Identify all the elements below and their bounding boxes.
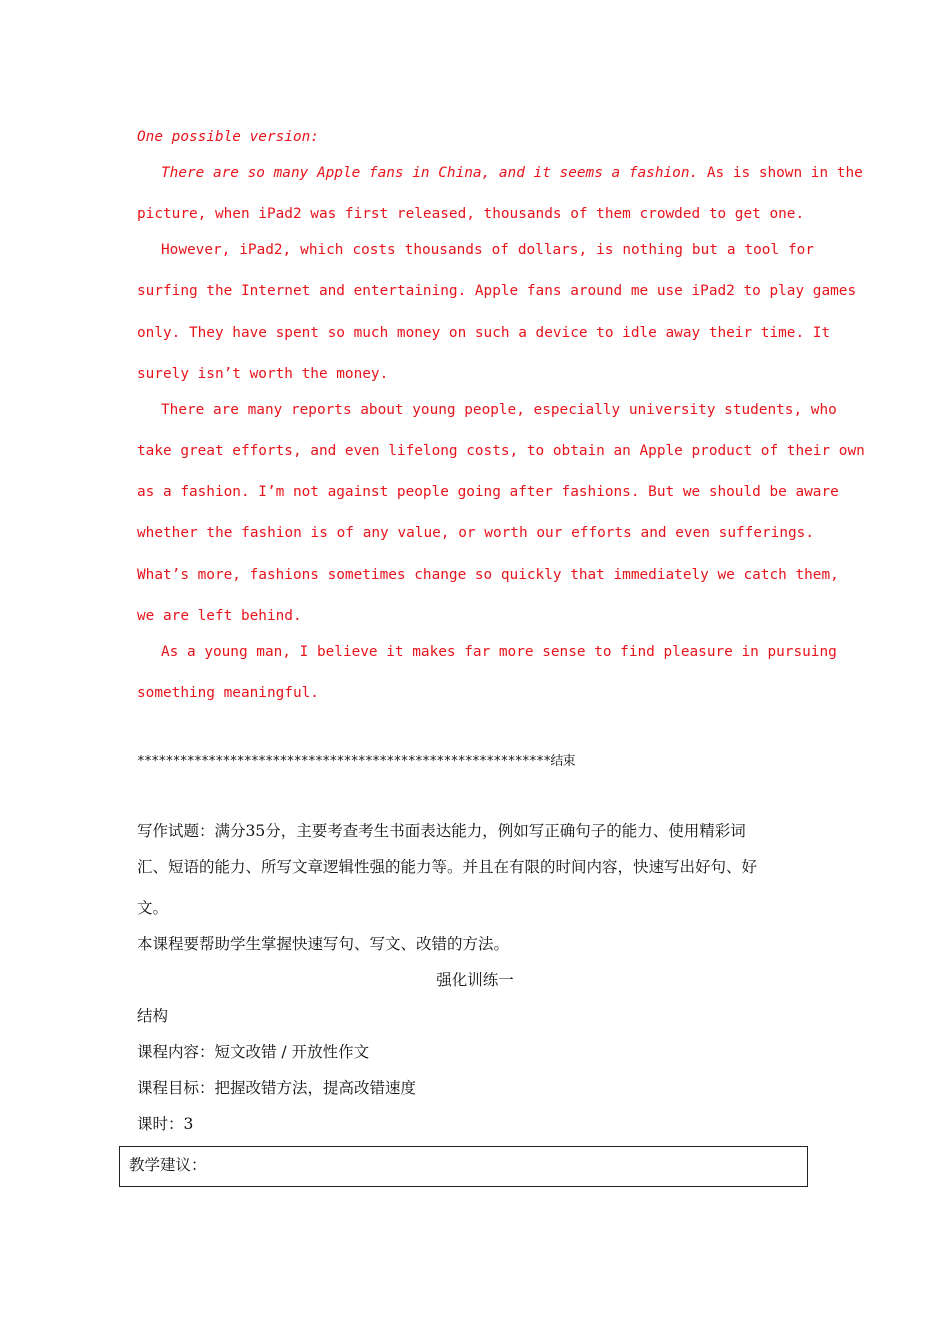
essay-line-6: surely isn’t worth the money. bbox=[137, 366, 389, 382]
course-content: 课程内容：短文改错 / 开放性作文 bbox=[137, 1043, 370, 1061]
essay-line-14: something meaningful. bbox=[137, 685, 319, 701]
essay-heading: One possible version: bbox=[137, 129, 319, 145]
essay-line-1 bbox=[161, 163, 863, 183]
section-title: 强化训练一 bbox=[436, 971, 514, 989]
essay-line-2: picture, when iPad2 was first released, thousands of them crowded to get one. bbox=[137, 206, 805, 222]
teaching-suggestion-box bbox=[119, 1146, 808, 1187]
essay-line-12: we are left behind. bbox=[137, 608, 302, 624]
essay-line-11: What’s more, fashions sometimes change so quickly that immediately we catch them, bbox=[137, 567, 839, 583]
essay-line-1-rest: As is shown in the bbox=[698, 165, 863, 181]
essay-line-8: take great efforts, and even lifelong costs, to obtain an Apple product of their own bbox=[137, 443, 865, 459]
essay-line-3: However, iPad2, which costs thousands of dollars, is nothing but a tool for bbox=[161, 242, 814, 258]
intro-line-3: 文。 bbox=[137, 899, 169, 917]
essay-italic-sentence: There are so many Apple fans in China, and it seems a fashion. bbox=[161, 165, 699, 181]
essay-line-4: surfing the Internet and entertaining. Apple fans around me use iPad2 to play games bbox=[137, 283, 857, 299]
intro-line-2: 汇、短语的能力、所写文章逻辑性强的能力等。并且在有限的时间内容，快速写出好句、好 bbox=[137, 858, 758, 876]
divider-line: **********************************************************结束 bbox=[137, 754, 575, 769]
teaching-suggestion-label: 教学建议： bbox=[129, 1156, 207, 1174]
course-objective: 课程目标：把握改错方法，提高改错速度 bbox=[137, 1079, 417, 1097]
essay-line-5: only. They have spent so much money on such a device to idle away their time. It bbox=[137, 325, 831, 341]
essay-line-9: as a fashion. I’m not against people going after fashions. But we should be aware bbox=[137, 484, 839, 500]
structure-label: 结构 bbox=[137, 1007, 169, 1025]
essay-line-10: whether the fashion is of any value, or worth our efforts and even sufferings. bbox=[137, 525, 814, 541]
course-goal: 本课程要帮助学生掌握快速写句、写文、改错的方法。 bbox=[137, 935, 510, 953]
essay-line-13: As a young man, I believe it makes far more sense to find pleasure in pursuing bbox=[161, 644, 837, 660]
intro-line-1: 写作试题：满分35分，主要考查考生书面表达能力，例如写正确句子的能力、使用精彩词 bbox=[137, 822, 746, 840]
course-hours: 课时：3 bbox=[137, 1115, 194, 1133]
essay-line-7: There are many reports about young people, especially university students, who bbox=[161, 402, 837, 418]
